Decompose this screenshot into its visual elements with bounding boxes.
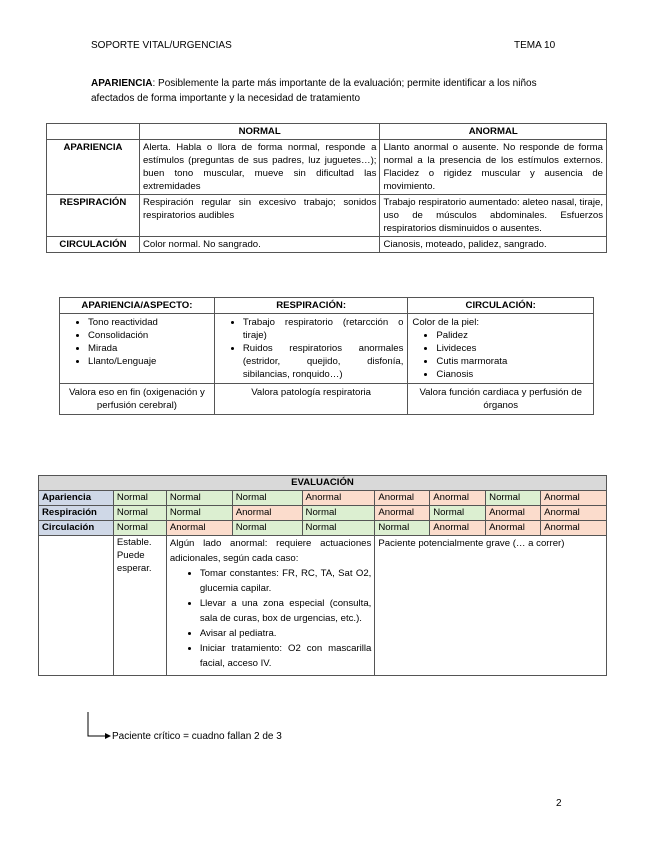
list-item: • Iniciar tratamiento: O2 con mascarilla facial, acceso IV. (200, 641, 372, 671)
evaluation-cell: Normal (113, 491, 166, 506)
t2-col1 (60, 314, 215, 384)
t3-row-label: Circulación (39, 521, 114, 536)
list-item: • Llanto/Lenguaje (88, 355, 210, 368)
list-item: • Mirada (88, 342, 210, 355)
t2-col2 (214, 314, 408, 384)
t1-cell-anormal: Llanto anormal o ausente. No responde de forma normal a la presencia de los estímulos externos. Flacidez o rigidez muscular y ausencia de movimiento. (380, 140, 607, 195)
result-additional (166, 536, 375, 676)
list-item: • Tono reactividad (88, 316, 210, 329)
intro-bold: APARIENCIA (91, 78, 153, 89)
result-stable: Estable. Puede esperar. (113, 536, 166, 676)
t2-header-circulacion: CIRCULACIÓN: (408, 298, 594, 314)
evaluation-table (38, 475, 607, 676)
evaluation-cell: Normal (232, 521, 302, 536)
evaluation-cell: Normal (166, 491, 232, 506)
evaluation-cell: Anormal (232, 506, 302, 521)
evaluation-cell: Anormal (486, 506, 541, 521)
t1-cell-normal: Respiración regular sin excesivo trabajo; sonidos respiratorios audibles (139, 195, 380, 237)
evaluation-cell: Normal (302, 521, 375, 536)
intro-paragraph (91, 76, 569, 106)
header-left: SOPORTE VITAL/URGENCIAS (91, 40, 232, 51)
header-right: TEMA 10 (514, 40, 556, 51)
evaluation-cell: Normal (302, 506, 375, 521)
list-item: • Livideces (436, 342, 589, 355)
t2-footer: Valora patología respiratoria (214, 384, 408, 415)
evaluation-cell: Anormal (302, 491, 375, 506)
t2-header-respiracion: RESPIRACIÓN: (214, 298, 408, 314)
t3-row-label: Apariencia (39, 491, 114, 506)
t1-row-label: CIRCULACIÓN (47, 237, 140, 253)
evaluation-cell: Anormal (375, 506, 430, 521)
evaluation-cell: Anormal (541, 506, 607, 521)
list-item: • Tomar constantes: FR, RC, TA, Sat O2, glucemia capilar. (200, 566, 372, 596)
evaluation-cell: Anormal (375, 491, 430, 506)
list-item: • Ruidos respiratorios anormales (estridor, quejido, disfonía, sibilancias, ronquido…) (243, 342, 404, 381)
evaluation-cell: Anormal (430, 521, 486, 536)
t1-header-normal: NORMAL (139, 124, 380, 140)
t3-empty-cell (39, 536, 114, 676)
evaluation-cell: Anormal (541, 521, 607, 536)
evaluation-cell: Normal (166, 506, 232, 521)
t2-footer: Valora eso en fin (oxigenación y perfusión cerebral) (60, 384, 215, 415)
list-item: • Palidez (436, 329, 589, 342)
list-item: • Consolidación (88, 329, 210, 342)
t1-cell-anormal: Cianosis, moteado, palidez, sangrado. (380, 237, 607, 253)
evaluation-cell: Anormal (486, 521, 541, 536)
evaluation-cell: Anormal (166, 521, 232, 536)
evaluation-cell: Normal (232, 491, 302, 506)
t2-header-apariencia: APARIENCIA/ASPECTO: (60, 298, 215, 314)
page-number: 2 (556, 798, 562, 809)
t2-footer: Valora función cardiaca y perfusión de órganos (408, 384, 594, 415)
result-additional-intro: Algún lado anormal: requiere actuaciones adicionales, según cada caso: (169, 538, 372, 564)
critical-note: Paciente crítico = cuadno fallan 2 de 3 (112, 731, 282, 742)
intro-text: : Posiblemente la parte más importante de la evaluación; permite identificar a los niños afectados de forma importante y la necesidad de tratamiento (91, 78, 537, 104)
t2-col3-intro: Color de la piel: (412, 317, 480, 328)
evaluation-cell: Normal (430, 506, 486, 521)
evaluation-title: EVALUACIÓN (39, 476, 607, 491)
evaluation-cell: Normal (486, 491, 541, 506)
t1-header-anormal: ANORMAL (380, 124, 607, 140)
t1-row-label: APARIENCIA (47, 140, 140, 195)
t1-cell-normal: Alerta. Habla o llora de forma normal, responde a estímulos (preguntas de sus padres, luz juguetes…); buen tono muscular, mueve sin dificultad las extremidades (139, 140, 380, 195)
normal-anormal-table (46, 123, 607, 253)
t2-col3 (408, 314, 594, 384)
evaluation-cell: Normal (113, 506, 166, 521)
evaluation-cell: Normal (113, 521, 166, 536)
t3-row-label: Respiración (39, 506, 114, 521)
t1-cell-anormal: Trabajo respiratorio aumentado: aleteo nasal, tiraje, uso de músculos abdominales. Esfuerzos respiratorios disminuidos o ausentes. (380, 195, 607, 237)
list-item: • Cutis marmorata (436, 355, 589, 368)
t1-cell-normal: Color normal. No sangrado. (139, 237, 380, 253)
evaluation-cell: Anormal (430, 491, 486, 506)
t1-row-label: RESPIRACIÓN (47, 195, 140, 237)
t1-header-empty (47, 124, 140, 140)
list-item: • Avisar al pediatra. (200, 626, 372, 641)
result-critical: Paciente potencialmente grave (… a correr) (375, 536, 607, 676)
list-item: • Cianosis (436, 368, 589, 381)
evaluation-cell: Anormal (541, 491, 607, 506)
list-item: • Trabajo respiratorio (retarcción o tiraje) (243, 316, 404, 342)
evaluation-cell: Normal (375, 521, 430, 536)
assessment-triangle-table (59, 297, 594, 415)
list-item: • Llevar a una zona especial (consulta, sala de curas, box de urgencias, etc.). (200, 596, 372, 626)
